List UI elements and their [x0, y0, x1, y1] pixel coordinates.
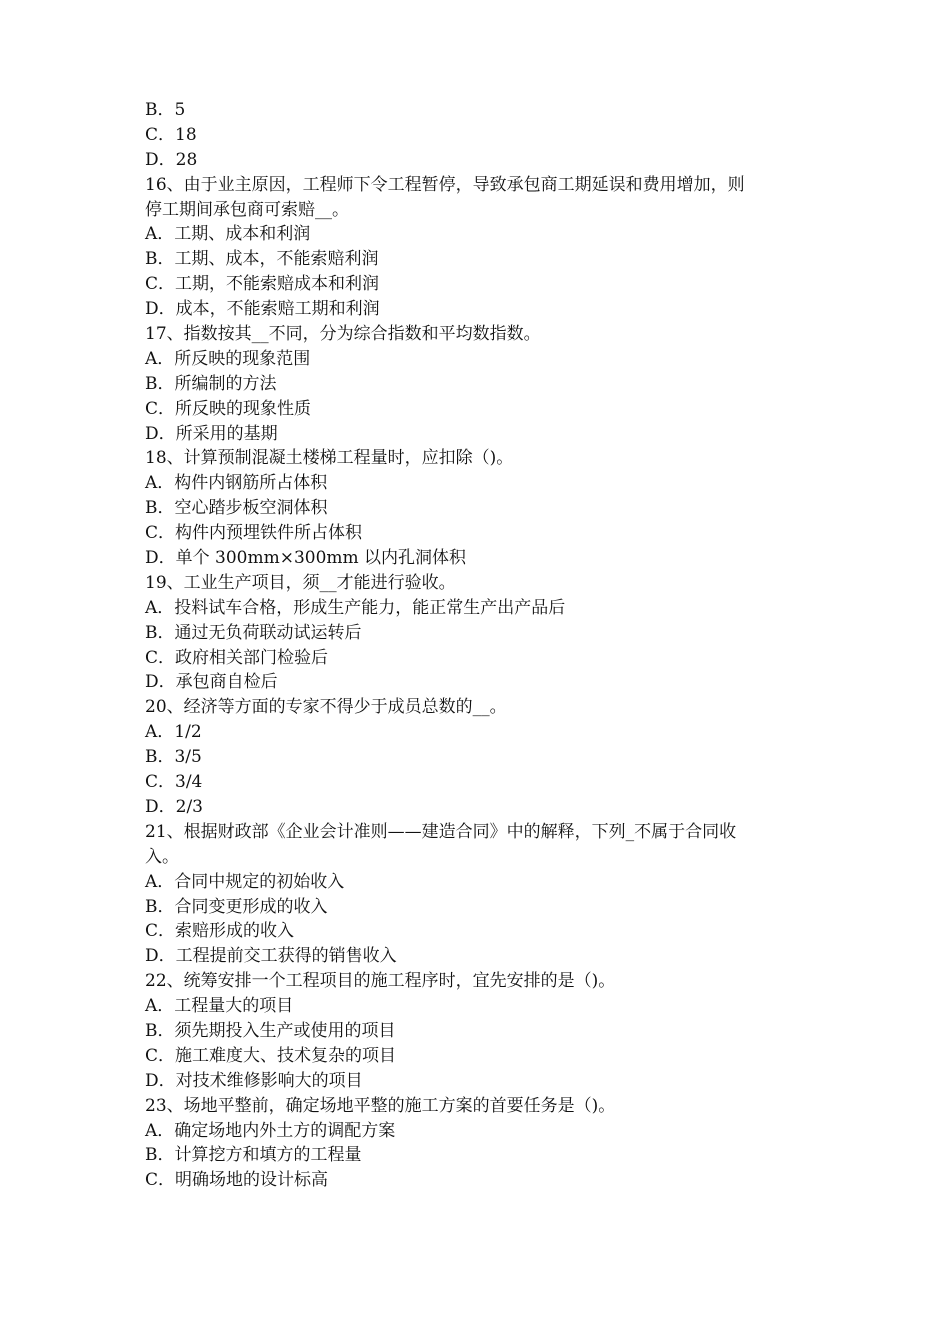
- option-line: A．所反映的现象范围: [145, 348, 311, 369]
- question-list: [145, 173, 815, 1194]
- option-line: A．合同中规定的初始收入: [145, 871, 345, 892]
- option-line: B．5: [145, 100, 186, 120]
- option-line: A．构件内钢筋所占体积: [145, 473, 328, 494]
- option-line: C．政府相关部门检验后: [145, 647, 329, 668]
- option-line: C．18: [145, 124, 197, 145]
- question-17: [145, 322, 815, 446]
- option-line: C．构件内预埋铁件所占体积: [145, 523, 363, 544]
- option-line: B．合同变更形成的收入: [145, 896, 328, 917]
- question-16: [145, 173, 815, 322]
- option-line: D．工程提前交工获得的销售收入: [145, 946, 397, 967]
- option-line: B．通过无负荷联动试运转后: [145, 622, 362, 643]
- option-line: C．索赔形成的收入: [145, 921, 295, 942]
- option-line: C．工期，不能索赔成本和利润: [145, 274, 380, 295]
- question-stem-line: 18、计算预制混凝土楼梯工程量时，应扣除（)。: [145, 448, 514, 469]
- option-line: B．计算挖方和填方的工程量: [145, 1145, 362, 1166]
- option-line: D．2/3: [145, 796, 203, 817]
- option-line: A．投料试车合格，形成生产能力，能正常生产出产品后: [145, 597, 566, 618]
- option-line: B．工期、成本，不能索赔利润: [145, 249, 379, 270]
- question-stem-line: 21、根据财政部《企业会计准则——建造合同》中的解释，下列_不属于合同收: [145, 821, 737, 842]
- option-line: D．单个 300mm×300mm 以内孔洞体积: [145, 548, 467, 569]
- question-20: [145, 695, 815, 819]
- option-line: A．确定场地内外土方的调配方案: [145, 1120, 396, 1141]
- option-line: C．明确场地的设计标高: [145, 1170, 329, 1191]
- question-stem-line: 17、指数按其__不同，分为综合指数和平均数指数。: [145, 324, 541, 345]
- question-stem-line: 22、统筹安排一个工程项目的施工程序时，宜先安排的是（)。: [145, 971, 616, 992]
- option-line: D．承包商自检后: [145, 672, 278, 693]
- option-line: B．空心踏步板空洞体积: [145, 498, 328, 519]
- option-line: B．须先期投入生产或使用的项目: [145, 1020, 396, 1041]
- option-line: A．工程量大的项目: [145, 996, 294, 1017]
- option-line: C．施工难度大、技术复杂的项目: [145, 1045, 397, 1066]
- option-line: C．所反映的现象性质: [145, 398, 312, 419]
- option-line: D．所采用的基期: [145, 423, 278, 444]
- question-23: [145, 1094, 815, 1194]
- option-line: D．成本，不能索赔工期和利润: [145, 299, 380, 320]
- question-stem-line: 19、工业生产项目，须__才能进行验收。: [145, 572, 456, 593]
- option-line: B．所编制的方法: [145, 373, 277, 394]
- option-line: A．工期、成本和利润: [145, 224, 311, 245]
- question-19: [145, 571, 815, 695]
- question-stem-line: 入。: [145, 846, 179, 867]
- option-line: A．1/2: [145, 722, 202, 743]
- question-stem-line: 23、场地平整前，确定场地平整的施工方案的首要任务是（)。: [145, 1095, 616, 1116]
- question-22: [145, 969, 815, 1093]
- leading-options: [145, 98, 815, 173]
- option-line: D．对技术维修影响大的项目: [145, 1070, 363, 1091]
- option-line: D．28: [145, 149, 198, 170]
- question-stem-line: 16、由于业主原因，工程师下令工程暂停，导致承包商工期延误和费用增加，则: [145, 174, 745, 195]
- question-stem-line: 停工期间承包商可索赔__。: [145, 199, 349, 220]
- document-content: [145, 98, 815, 1193]
- option-line: C．3/4: [145, 772, 203, 793]
- option-line: B．3/5: [145, 747, 202, 768]
- question-21: [145, 820, 815, 969]
- question-18: [145, 446, 815, 570]
- question-stem-line: 20、经济等方面的专家不得少于成员总数的__。: [145, 697, 507, 718]
